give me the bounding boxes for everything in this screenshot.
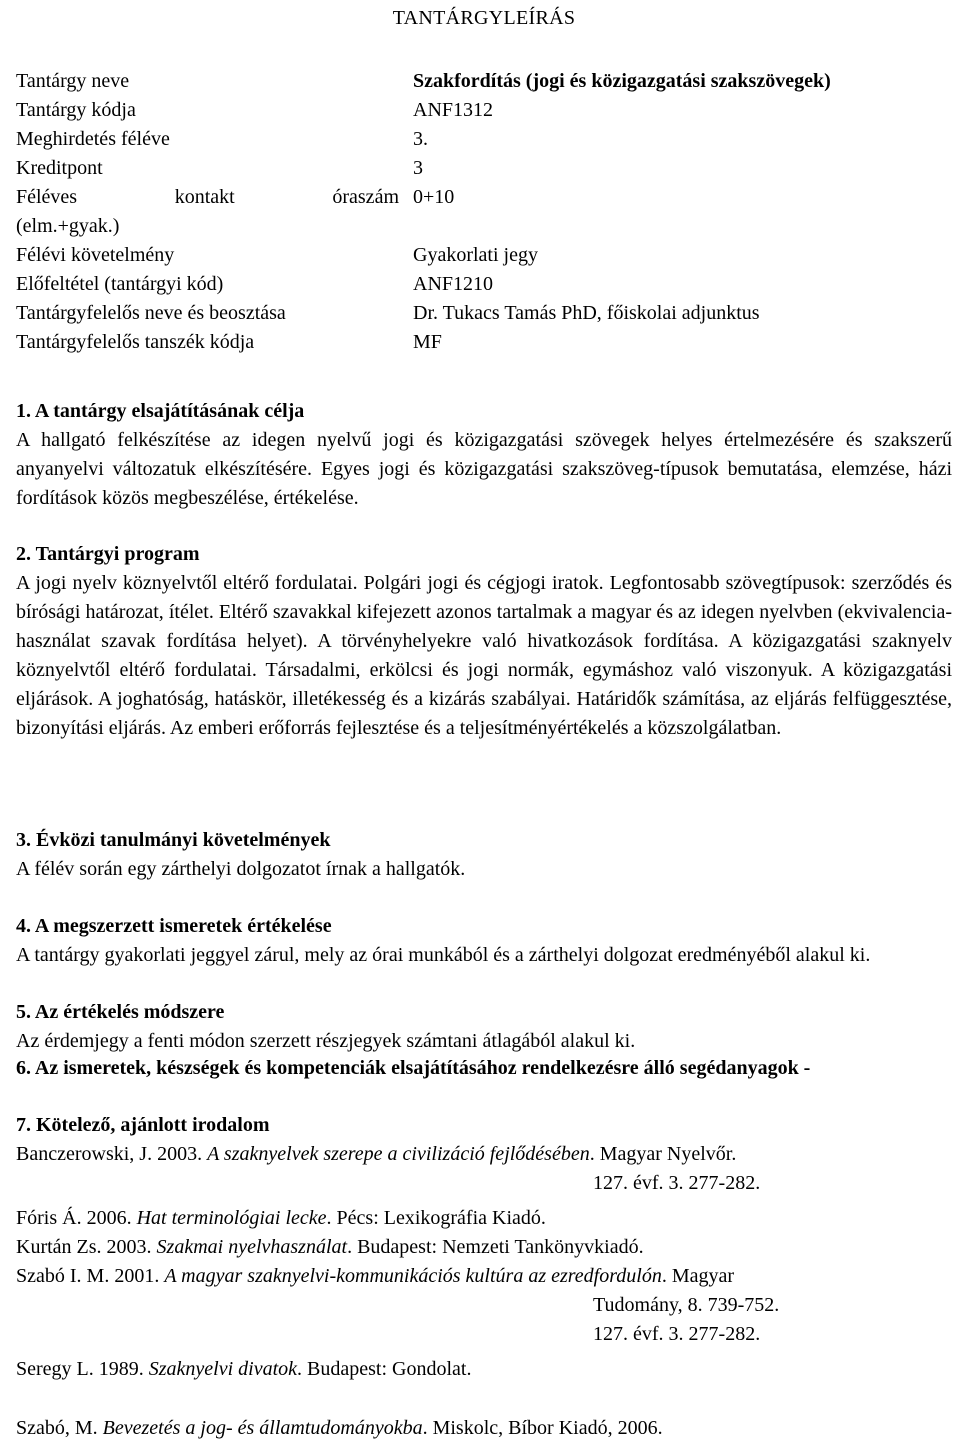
info-key: Előfeltétel (tantárgyi kód) xyxy=(16,273,224,295)
info-row xyxy=(16,183,831,212)
info-key: Félévi követelmény xyxy=(16,244,175,266)
info-key: Tantárgyfelelős neve és beosztása xyxy=(16,302,286,324)
info-value xyxy=(413,212,831,241)
info-key-text: Féléves kontakt óraszám xyxy=(16,186,399,208)
info-value: Dr. Tukacs Tamás PhD, főiskolai adjunktus xyxy=(413,302,760,324)
reference-publisher: . Miskolc, Bíbor Kiadó, 2006. xyxy=(422,1417,663,1439)
reference-author: Kurtán Zs. 2003. xyxy=(16,1236,157,1258)
info-row xyxy=(16,299,831,328)
section-heading: 1. A tantárgy elsajátításának célja xyxy=(16,400,305,422)
section-heading: 7. Kötelező, ajánlott irodalom xyxy=(16,1114,270,1136)
reference-item xyxy=(16,1233,952,1262)
info-key: Tantárgy kódja xyxy=(16,99,136,121)
info-key: Kreditpont xyxy=(16,157,103,179)
section-requirements xyxy=(16,826,952,884)
reference-title: Szakmai nyelvhasználat xyxy=(156,1236,348,1258)
info-value: ANF1312 xyxy=(413,99,494,121)
reference-title: A szaknyelvek szerepe a civilizáció fejlődésében xyxy=(207,1143,590,1165)
info-row xyxy=(16,328,831,357)
reference-title: Szaknyelvi divatok xyxy=(148,1358,298,1380)
reference-title: A magyar szaknyelvi-kommunikációs kultúra az ezredfordulón xyxy=(164,1265,662,1287)
reference-item xyxy=(16,1262,952,1349)
info-row xyxy=(16,67,831,96)
info-row xyxy=(16,154,831,183)
section-heading: 4. A megszerzett ismeretek értékelése xyxy=(16,915,332,937)
reference-item xyxy=(16,1355,952,1384)
course-info-table xyxy=(16,67,831,357)
reference-publisher: . Budapest: Gondolat. xyxy=(297,1358,472,1380)
reference-author: Szabó, M. xyxy=(16,1417,103,1439)
reference-author: Szabó I. M. 2001. xyxy=(16,1265,165,1287)
document-title: TANTÁRGYLEÍRÁS xyxy=(392,7,576,29)
info-row xyxy=(16,212,831,241)
reference-continuation: Tudomány, 8. 739-752. xyxy=(593,1294,780,1316)
info-value: MF xyxy=(413,331,442,353)
reference-item xyxy=(16,1140,952,1198)
reference-item xyxy=(16,1204,952,1233)
info-value: ANF1210 xyxy=(413,273,494,295)
section-materials xyxy=(16,1054,952,1083)
info-value: 3. xyxy=(413,128,428,150)
section-assessment xyxy=(16,912,952,970)
reference-publisher: . Budapest: Nemzeti Tankönyvkiadó. xyxy=(347,1236,644,1258)
section-heading: 2. Tantárgyi program xyxy=(16,543,200,565)
info-value: Szakfordítás (jogi és közigazgatási szakszövegek) xyxy=(413,70,831,92)
info-row xyxy=(16,96,831,125)
section-program xyxy=(16,540,952,743)
info-row xyxy=(16,241,831,270)
section-text: Az érdemjegy a fenti módon szerzett részjegyek számtani átlagából alakul ki. xyxy=(16,1030,636,1052)
section-heading: 5. Az értékelés módszere xyxy=(16,1001,225,1023)
document-page xyxy=(16,0,952,1439)
section-text: A félév során egy zárthelyi dolgozatot írnak a hallgatók. xyxy=(16,858,466,880)
reference-author: Banczerowski, J. 2003. xyxy=(16,1143,208,1165)
info-row xyxy=(16,125,831,154)
section-goal xyxy=(16,397,952,513)
info-key xyxy=(16,183,413,212)
reference-item xyxy=(16,1414,952,1443)
reference-author: Fóris Á. 2006. xyxy=(16,1207,137,1229)
reference-publisher: . Magyar xyxy=(661,1265,735,1287)
reference-title: Bevezetés a jog- és államtudományokba xyxy=(102,1417,423,1439)
section-literature xyxy=(16,1111,952,1443)
info-value: 3 xyxy=(413,157,423,179)
section-text: A jogi nyelv köznyelvtől eltérő fordulatai. Polgári jogi és cégjogi iratok. Legfontosabb szövegtípusok: szerződés és bírósági határozat, ítélet. Eltérő szavakkal kifejezett azonos tartalmak a magyar és az idegen nyelvben (ekvivalencia-használat szavak fordítása helyet). A törvényhelyekre való hivatkozások fordítása. A közigazgatási szaknyelv köznyelvtől eltérő fordulatai. Társadalmi, erkölcsi és jogi normák, egymáshoz való viszonyuk. A közigazgatási eljárások. A joghatóság, hatáskör, illetékesség és a kizárás szabályai. Határidők számítása, az eljárás felfüggesztése, bizonyítási eljárás. Az emberi erőforrás fejlesztése és a teljesítményértékelés a közszolgálatban. xyxy=(16,572,952,739)
info-key: (elm.+gyak.) xyxy=(16,215,120,237)
info-key: Tantárgy neve xyxy=(16,70,130,92)
reference-author: Seregy L. 1989. xyxy=(16,1358,149,1380)
reference-continuation: 127. évf. 3. 277-282. xyxy=(593,1172,761,1194)
info-key: Meghirdetés féléve xyxy=(16,128,170,150)
info-value: 0+10 xyxy=(413,186,455,208)
info-key: Tantárgyfelelős tanszék kódja xyxy=(16,331,255,353)
reference-publisher: . Pécs: Lexikográfia Kiadó. xyxy=(326,1207,546,1229)
section-text: A hallgató felkészítése az idegen nyelvű jogi és közigazgatási szövegek helyes értelmezésére és szakszerű anyanyelvi változatuk elkészítésére. Egyes jogi és közigazgatási szakszöveg-típusok bemutatása, elemzése, házi fordítások közös megbeszélése, értékelése. xyxy=(16,429,952,509)
reference-title: Hat terminológiai lecke xyxy=(136,1207,327,1229)
reference-continuation: 127. évf. 3. 277-282. xyxy=(593,1323,761,1345)
section-heading: 6. Az ismeretek, készségek és kompetenciák elsajátításához rendelkezésre álló segédanyagok - xyxy=(16,1057,811,1079)
info-row xyxy=(16,270,831,299)
section-method xyxy=(16,998,952,1056)
info-value: Gyakorlati jegy xyxy=(413,244,538,266)
section-text: A tantárgy gyakorlati jeggyel zárul, mely az órai munkából és a zárthelyi dolgozat eredményéből alakul ki. xyxy=(16,944,871,966)
section-heading: 3. Évközi tanulmányi követelmények xyxy=(16,829,331,851)
reference-publisher: . Magyar Nyelvőr. xyxy=(589,1143,737,1165)
